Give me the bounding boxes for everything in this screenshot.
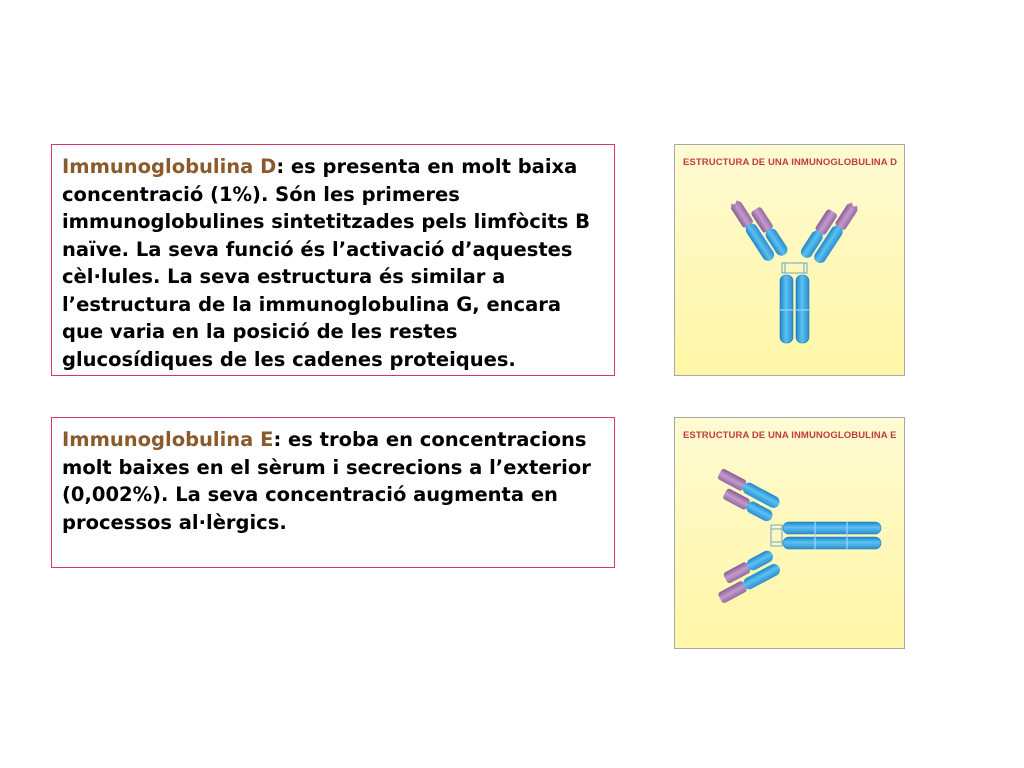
ig-d-left-arm (729, 191, 790, 266)
ig-d-diagram-title: ESTRUCTURA DE UNA INMUNOGLOBULINA D (683, 157, 898, 168)
ig-d-antibody-diagram (675, 145, 905, 376)
ig-d-description (51, 144, 615, 376)
ig-e-name: Immunoglobulina E (62, 428, 274, 451)
ig-e-diagram-title: ESTRUCTURA DE UNA INMUNOGLOBULINA E (683, 430, 897, 441)
ig-d-right-arm (799, 193, 860, 268)
ig-e-structure-panel (674, 417, 905, 649)
ig-e-upper-arm (710, 468, 782, 523)
ig-d-structure-panel (674, 144, 905, 376)
ig-e-lower-arm (710, 549, 782, 604)
ig-e-description (51, 417, 615, 568)
ig-d-stem (780, 263, 809, 343)
ig-e-text: : es troba en concentracions molt baixes en el sèrum i secrecions a l’exterior (0,002%). La seva concentració augmenta en processos al·lèrgics. (62, 428, 591, 534)
ig-e-antibody-diagram (675, 418, 905, 649)
ig-d-name: Immunoglobulina D (62, 155, 277, 178)
ig-e-stem (771, 522, 881, 549)
ig-d-text: : es presenta en molt baixa concentració (1%). Són les primeres immunoglobulines sintetitzades pels limfòcits B naïve. La seva funció és l’activació d’aquestes cèl·lules. La seva estructura és similar a l’estructura de la immunoglobulina G, encara que varia en la posició de les restes glucosídiques de les cadenes proteiques. (62, 155, 591, 371)
